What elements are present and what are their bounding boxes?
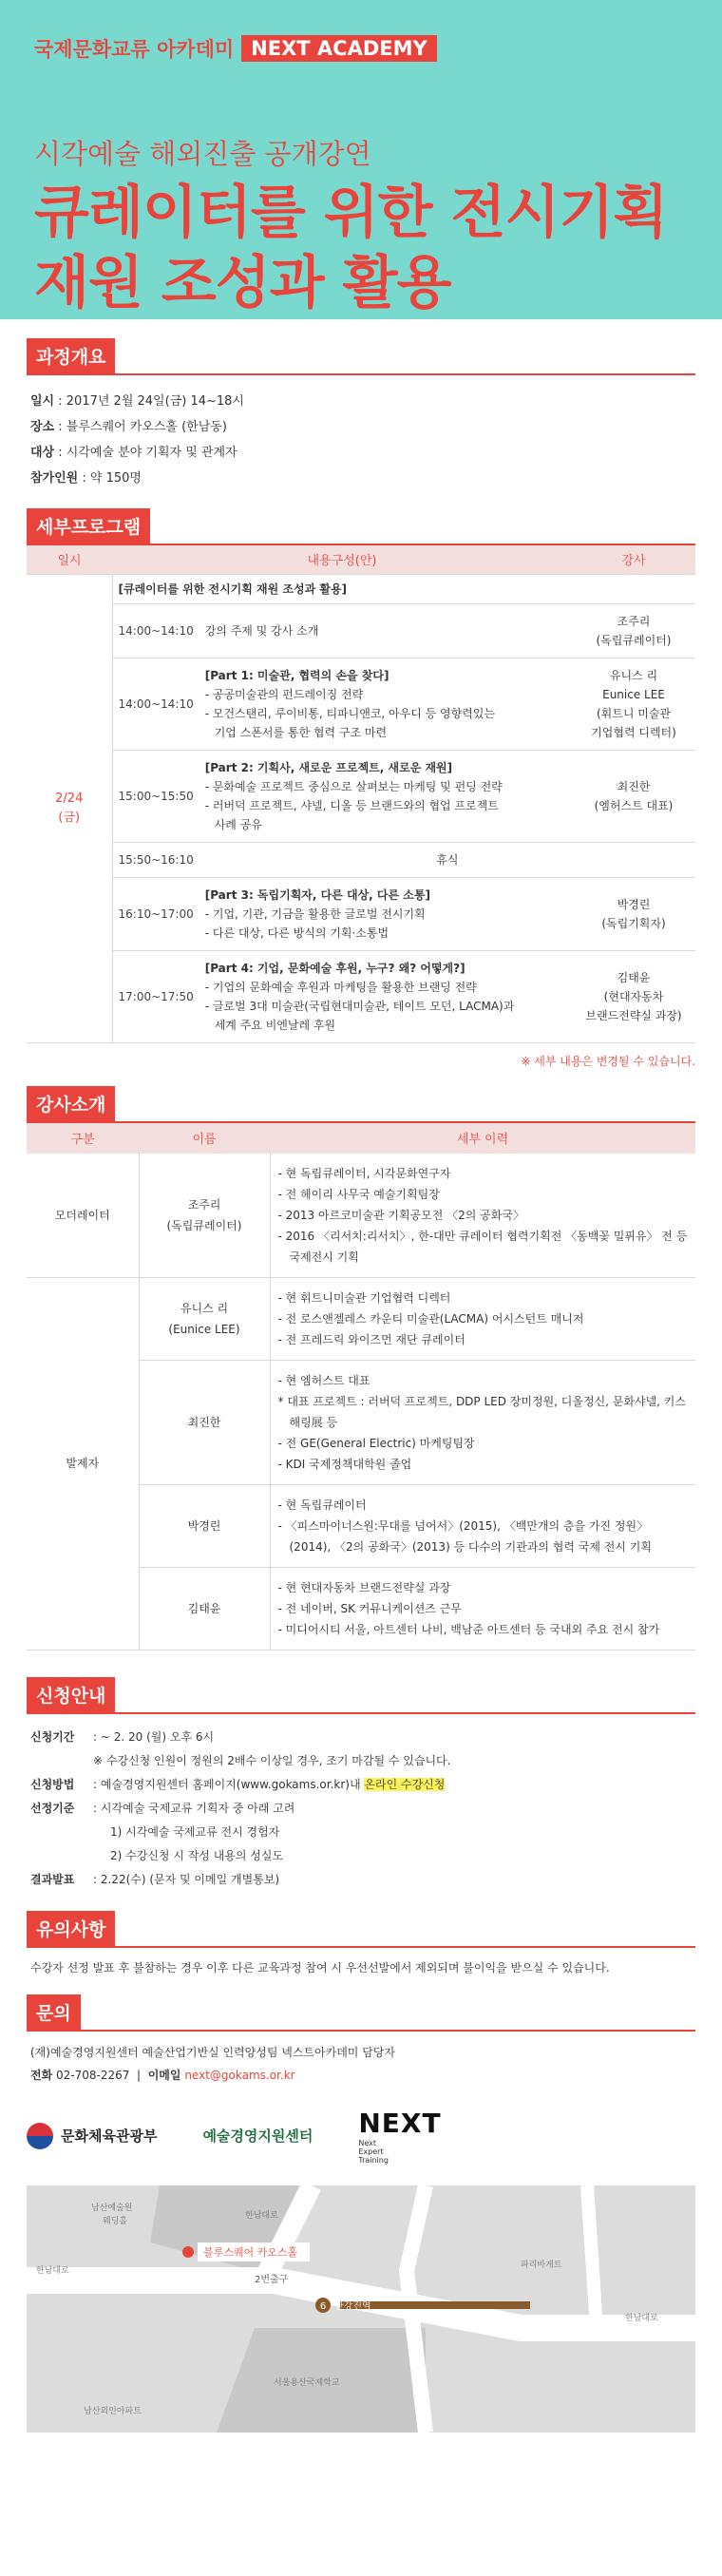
- contact-org: (재)예술경영지원센터 예술산업기반실 인력양성팀 넥스트아카데미 담당자: [30, 2045, 395, 2059]
- divider: [27, 2030, 695, 2032]
- logos-row: [0, 2108, 722, 2165]
- info-row: 신청기간 : ~ 2. 20 (월) 오후 6시: [30, 1729, 215, 1744]
- program-table: [27, 545, 695, 1043]
- column-header: 강사: [572, 545, 695, 574]
- table-row: [27, 658, 695, 750]
- date-cell: 2/24 (금): [27, 574, 112, 1042]
- career-cell: - 현 독립큐레이터 - 〈피스마이너스원:무대를 넘어서〉(2015), 〈백만개의 층을 가진 정원〉(2014), 〈2의 공화국〉(2013) 등 다수의 기관과의 협력 국제 전시 기획: [270, 1484, 695, 1567]
- name-cell: 조주리 (독립큐레이터): [139, 1154, 270, 1278]
- table-row: [27, 574, 695, 603]
- section-heading: 과정개요: [27, 338, 115, 373]
- map-label: 한남대로: [625, 2313, 658, 2323]
- map-label: 웨딩홀: [103, 2216, 128, 2226]
- location-map: [27, 2185, 695, 2433]
- column-header: 내용구성(안): [112, 545, 572, 574]
- name-cell: 최진한: [139, 1360, 270, 1484]
- divider: [27, 373, 695, 375]
- table-row: [27, 842, 695, 877]
- section-heading: 강사소개: [27, 1086, 115, 1121]
- info-row: ※ 수강신청 인원이 정원의 2배수 이상일 경우, 조기 마감될 수 있습니다.: [93, 1753, 451, 1767]
- career-cell: - 현 독립큐레이터, 시각문화연구자 - 전 헤이리 사무국 예술기획팀장 - 2013 아르코미술관 기획공모전 〈2의 공화국〉 - 2016 〈리서치:리서치〉, 한-대만 큐레이터 협력기획전 〈동백꽃 밀퓌유〉 전 등 국제전시 기획: [270, 1154, 695, 1278]
- content-cell: 강의 주제 및 강사 소개: [200, 603, 572, 658]
- taeguk-icon: [27, 2123, 53, 2149]
- career-cell: - 현 휘트니미술관 기업협력 디렉터 - 전 로스앤젤레스 카운티 미술관(LACMA) 어시스턴트 매니저 - 전 프레드릭 와이즈먼 재단 큐레이터: [270, 1277, 695, 1360]
- time-cell: 14:00~14:10: [112, 658, 200, 750]
- info-row: 결과발표 : 2.22(수) (문자 및 이메일 개별통보): [30, 1872, 280, 1886]
- instructor-cell: 조주리 (독립큐레이터): [572, 603, 695, 658]
- station-number: 6: [319, 2300, 327, 2312]
- next-logo: NEXT Next Expert Training: [358, 2107, 442, 2165]
- instructor-cell: 박경린 (독립기획자): [572, 877, 695, 950]
- venue-label: 블루스퀘어 카오스홀: [203, 2245, 298, 2259]
- table-row: [27, 603, 695, 658]
- time-cell: 14:00~14:10: [112, 603, 200, 658]
- career-cell: - 현 엠허스트 대표 * 대표 프로젝트 : 러버덕 프로젝트, DDP LED 장미정원, 디올정신, 문화샤넬, 키스해링展 등 - 전 GE(General Electric) 마케팅팀장 - KDI 국제정책대학원 졸업: [270, 1360, 695, 1484]
- info-row: 신청방법 : 예술경영지원센터 홈페이지(www.gokams.or.kr)내 온라인 수강신청: [30, 1777, 446, 1791]
- info-row: 선정기준 : 시각예술 국제교류 기획자 중 아래 고려: [30, 1801, 295, 1815]
- instructor-cell: 김태윤 (현대자동차 브랜드전략실 과장): [572, 950, 695, 1042]
- content-cell: [Part 3: 독립기획자, 다른 대상, 다른 소통] - 기업, 기관, 기금을 활용한 글로벌 전시기획 - 다른 대상, 다른 방식의 기획·소통법: [200, 877, 572, 950]
- subtitle: 시각예술 해외진출 공개강연: [34, 138, 371, 170]
- career-cell: - 현 현대자동차 브랜드전략실 과장 - 전 네이버, SK 커뮤니케이션즈 근무 - 미디어시티 서울, 아트센터 나비, 백남준 아트센터 등 국내외 주요 전시 참가: [270, 1567, 695, 1650]
- station-label: 한강진역: [334, 2300, 371, 2312]
- time-cell: 16:10~17:00: [112, 877, 200, 950]
- page-title: [34, 178, 688, 318]
- time-cell: 15:00~15:50: [112, 750, 200, 842]
- map-label: 한남대로: [36, 2265, 69, 2276]
- instructor-cell: 유니스 리 Eunice LEE (휘트니 미술관 기업협력 디렉터): [572, 658, 695, 750]
- content-cell: [Part 4: 기업, 문화예술 후원, 누구? 왜? 어떻게?] - 기업의 문화예술 후원과 마케팅을 활용한 브랜딩 전략 - 글로벌 3대 미술관(국립현대미술관, 테이트 모던, LACMA)과 세계 주요 비엔날레 후원: [200, 950, 572, 1042]
- column-header: 이름: [139, 1123, 270, 1154]
- exit-label: 2번출구: [255, 2274, 289, 2285]
- academy-badge: NEXT ACADEMY: [241, 35, 437, 62]
- table-row: [27, 950, 695, 1042]
- table-row: [27, 750, 695, 842]
- section-heading: 문의: [27, 1994, 81, 2030]
- venue-pin-icon: [182, 2246, 194, 2258]
- name-cell: 김태윤: [139, 1567, 270, 1650]
- divider: [27, 1712, 695, 1714]
- map-graphic: [27, 2185, 695, 2433]
- info-row: 대상 : 시각예술 분야 기획자 및 관계자: [30, 446, 238, 460]
- time-cell: 17:00~17:50: [112, 950, 200, 1042]
- map-label: 남산외인아파트: [84, 2406, 142, 2416]
- table-row: [27, 877, 695, 950]
- change-note: ※ 세부 내용은 변경될 수 있습니다.: [521, 1054, 695, 1068]
- instructor-cell: 최진한 (엠허스트 대표): [572, 750, 695, 842]
- mcst-logo: 문화체육관광부: [27, 2123, 157, 2149]
- section-heading: 신청안내: [27, 1677, 115, 1712]
- map-label: 한남대로: [245, 2210, 278, 2221]
- caution-text: 수강자 선정 발표 후 불참하는 경우 이후 다른 교육과정 참여 시 우선선발에서 제외되며 불이익을 받으실 수 있습니다.: [30, 1960, 610, 1975]
- email-link[interactable]: next@gokams.or.kr: [184, 2068, 295, 2082]
- category-cell: 모더레이터: [27, 1154, 139, 1278]
- table-header-row: [27, 1123, 695, 1154]
- category-cell: 발제자: [27, 1277, 139, 1650]
- column-header: 세부 이력: [270, 1123, 695, 1154]
- main-title: [큐레이터를 위한 전시기획 재원 조성과 활용]: [112, 574, 695, 603]
- org-name: 국제문화교류 아카데미: [34, 38, 235, 61]
- program-section: [0, 508, 722, 1069]
- overview-info: [27, 389, 695, 491]
- map-label: 서울용산국제학교: [274, 2377, 340, 2388]
- online-apply-link[interactable]: 온라인 수강신청: [364, 1777, 446, 1791]
- map-label: 파리바게트: [521, 2260, 562, 2270]
- table-row: [27, 1277, 695, 1360]
- overview-section: [0, 338, 722, 491]
- map-label: 남산예술원: [91, 2203, 133, 2213]
- instructors-section: [0, 1086, 722, 1651]
- top-line: [34, 34, 688, 63]
- content-cell: [Part 2: 기획사, 새로운 프로젝트, 새로운 재원] - 문화예술 프로젝트 중심으로 살펴보는 마케팅 및 펀딩 전략 - 러버덕 프로젝트, 샤넬, 디올 등 브랜드와의 협업 프로젝트 사례 공유: [200, 750, 572, 842]
- name-cell: 박경린: [139, 1484, 270, 1567]
- hero-banner: [0, 0, 722, 319]
- column-header: 일시: [27, 545, 112, 574]
- break-cell: 휴식: [200, 842, 695, 877]
- apply-info: [27, 1726, 695, 1892]
- title-line-2: 재원 조성과 활용: [34, 250, 451, 316]
- side-road: [587, 2185, 597, 2328]
- kaac-logo: 예술경영지원센터: [202, 2128, 314, 2145]
- caution-section: [0, 1911, 722, 1975]
- apply-section: [0, 1677, 722, 1892]
- content-cell: [Part 1: 미술관, 협력의 손을 찾다] - 공공미술관의 펀드레이징 전략 - 모건스탠리, 루이비통, 티파니앤코, 아우디 등 영향력있는 기업 스폰서를 통한 협력 구조 마련: [200, 658, 572, 750]
- title-line-1: 큐레이터를 위한 전시기획: [34, 180, 668, 246]
- info-row: 일시 : 2017년 2월 24일(금) 14~18시: [30, 394, 244, 409]
- info-row: 장소 : 블루스퀘어 카오스홀 (한남동): [30, 420, 227, 434]
- info-row: 참가인원 : 약 150명: [30, 471, 142, 486]
- table-row: [27, 1154, 695, 1278]
- section-heading: 유의사항: [27, 1911, 115, 1946]
- time-cell: 15:50~16:10: [112, 842, 200, 877]
- info-row: 2) 수강신청 시 작성 내용의 성실도: [110, 1848, 284, 1862]
- name-cell: 유니스 리 (Eunice LEE): [139, 1277, 270, 1360]
- column-header: 구분: [27, 1123, 139, 1154]
- instructors-table: [27, 1123, 695, 1651]
- table-header-row: [27, 545, 695, 574]
- contact-info: [27, 2041, 695, 2087]
- info-row: 1) 시각예술 국제교류 전시 경험자: [110, 1824, 280, 1839]
- contact-section: [0, 1994, 722, 2087]
- divider: [27, 1946, 695, 1948]
- contact-row: 전화 02-708-2267 | 이메일 next@gokams.or.kr: [30, 2068, 295, 2082]
- section-heading: 세부프로그램: [27, 508, 150, 544]
